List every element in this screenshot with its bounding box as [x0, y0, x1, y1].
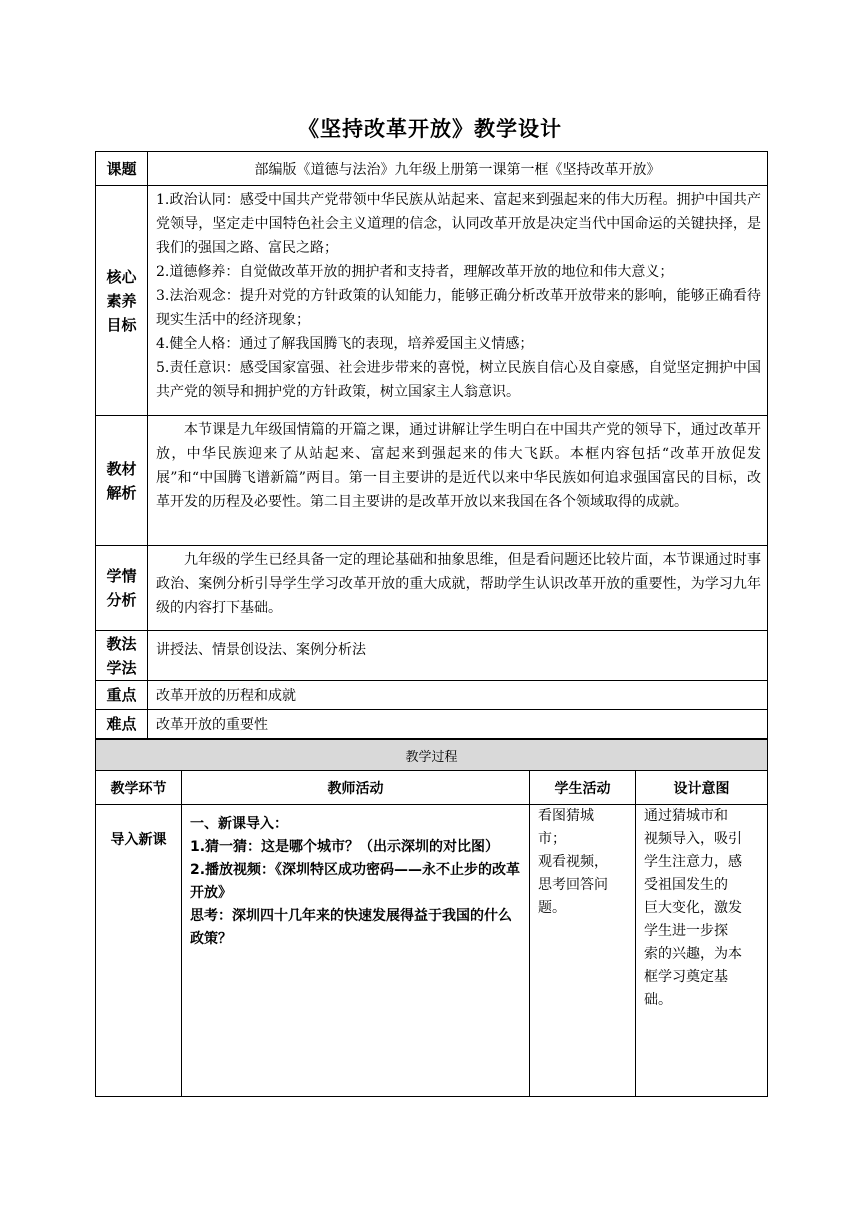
goal-item: 1.政治认同：感受中国共产党带领中华民族从站起来、富起来到强起来的伟大历程。拥护中国共产党领导，坚定走中国特色社会主义道理的信念，认同改革开放是决定当代中国命运的关键抉择，是我们的强国之路、富民之路；	[156, 192, 761, 256]
process-step-row	[96, 805, 768, 1097]
design-intent-text: 通过猜城市和 视频导入，吸引 学生注意力，感 受祖国发生的 巨大变化，激发 学生进一步探 索的兴趣，为本 框学习奠定基 础。	[644, 808, 742, 1008]
key-point-value: 改革开放的历程和成就	[148, 681, 768, 710]
topic-label: 课题	[96, 152, 148, 186]
methods-label-line: 教法	[106, 634, 137, 653]
students-label	[96, 546, 148, 631]
teacher-line: 2.播放视频：《深圳特区成功密码——永不止步的改革开放》	[190, 862, 521, 901]
column-header-stage: 教学环节	[96, 771, 182, 805]
difficulty-value: 改革开放的重要性	[148, 710, 768, 739]
process-header: 教学过程	[96, 740, 768, 771]
goal-item: 4.健全人格：通过了解我国腾飞的表现，培养爱国主义情感；	[156, 336, 534, 352]
goals-label-line: 核心	[106, 267, 137, 286]
student-activity-text: 看图猜城 市； 观看视频， 思考回答问 题。	[538, 808, 608, 916]
lesson-info-table	[95, 151, 768, 739]
students-analysis: 九年级的学生已经具备一定的理论基础和抽象思维，但是看问题还比较片面，本节课通过时事政治、案例分析引导学生学习改革开放的重大成就，帮助学生认识改革开放的重要性，为学习九年级的内容打下基础。	[148, 546, 768, 631]
page-title: 《坚持改革开放》教学设计	[298, 116, 562, 141]
goal-item: 3.法治观念：提升对党的方针政策的认知能力，能够正确分析改革开放带来的影响，能够正确看待现实生活中的经济现象；	[156, 288, 761, 328]
goals-label-line: 素养	[106, 291, 137, 310]
step-teacher-activity	[182, 805, 530, 1097]
goals-list	[148, 186, 768, 416]
methods-label-line: 学法	[106, 658, 137, 677]
teacher-line: 一、新课导入：	[190, 816, 288, 832]
process-header-row	[96, 740, 768, 771]
textbook-row	[96, 416, 768, 546]
teacher-line: 思考：深圳四十几年来的快速发展得益于我国的什么政策？	[190, 908, 512, 947]
textbook-label	[96, 416, 148, 546]
difficulty-row	[96, 710, 768, 739]
column-header-teacher: 教师活动	[182, 771, 530, 805]
methods-row	[96, 631, 768, 681]
textbook-analysis: 本节课是九年级国情篇的开篇之课，通过讲解让学生明白在中国共产党的领导下，通过改革开放，中华民族迎来了从站起来、富起来到强起来的伟大飞跃。本框内容包括“改革开放促发展”和“中国腾飞谱新篇”两目。第一目主要讲的是近代以来中华民族如何追求强国富民的目标，改革开发的历程及必要性。第二目主要讲的是改革开放以来我国在各个领域取得的成就。	[148, 416, 768, 546]
teaching-process-table	[95, 739, 768, 1097]
methods-value: 讲授法、情景创设法、案例分析法	[148, 631, 768, 681]
teacher-line: 1.猜一猜：这是哪个城市？（出示深圳的对比图）	[190, 839, 500, 855]
goals-label-line: 目标	[106, 315, 137, 334]
column-header-student: 学生活动	[530, 771, 636, 805]
students-label-line: 学情	[106, 567, 137, 585]
students-label-line: 分析	[106, 591, 137, 609]
step-design-intent	[636, 805, 768, 1097]
topic-value: 部编版《道德与法治》九年级上册第一课第一框《坚持改革开放》	[148, 152, 768, 186]
difficulty-label: 难点	[96, 710, 148, 739]
goal-item: 2.道德修养：自觉做改革开放的拥护者和支持者，理解改革开放的地位和伟大意义；	[156, 264, 674, 280]
methods-label	[96, 631, 148, 681]
textbook-label-line: 教材	[106, 459, 137, 478]
goals-row	[96, 186, 768, 416]
students-row	[96, 546, 768, 631]
goals-label	[96, 186, 148, 416]
textbook-label-line: 解析	[106, 483, 137, 502]
column-header-intent: 设计意图	[636, 771, 768, 805]
goal-item: 5.责任意识：感受国家富强、社会进步带来的喜悦，树立民族自信心及自豪感，自觉坚定拥护中国共产党的领导和拥护党的方针政策，树立国家主人翁意识。	[156, 360, 761, 400]
step-stage: 导入新课	[96, 805, 182, 1097]
key-point-row	[96, 681, 768, 710]
topic-row	[96, 152, 768, 186]
step-student-activity	[530, 805, 636, 1097]
column-header-row	[96, 771, 768, 805]
key-point-label: 重点	[96, 681, 148, 710]
